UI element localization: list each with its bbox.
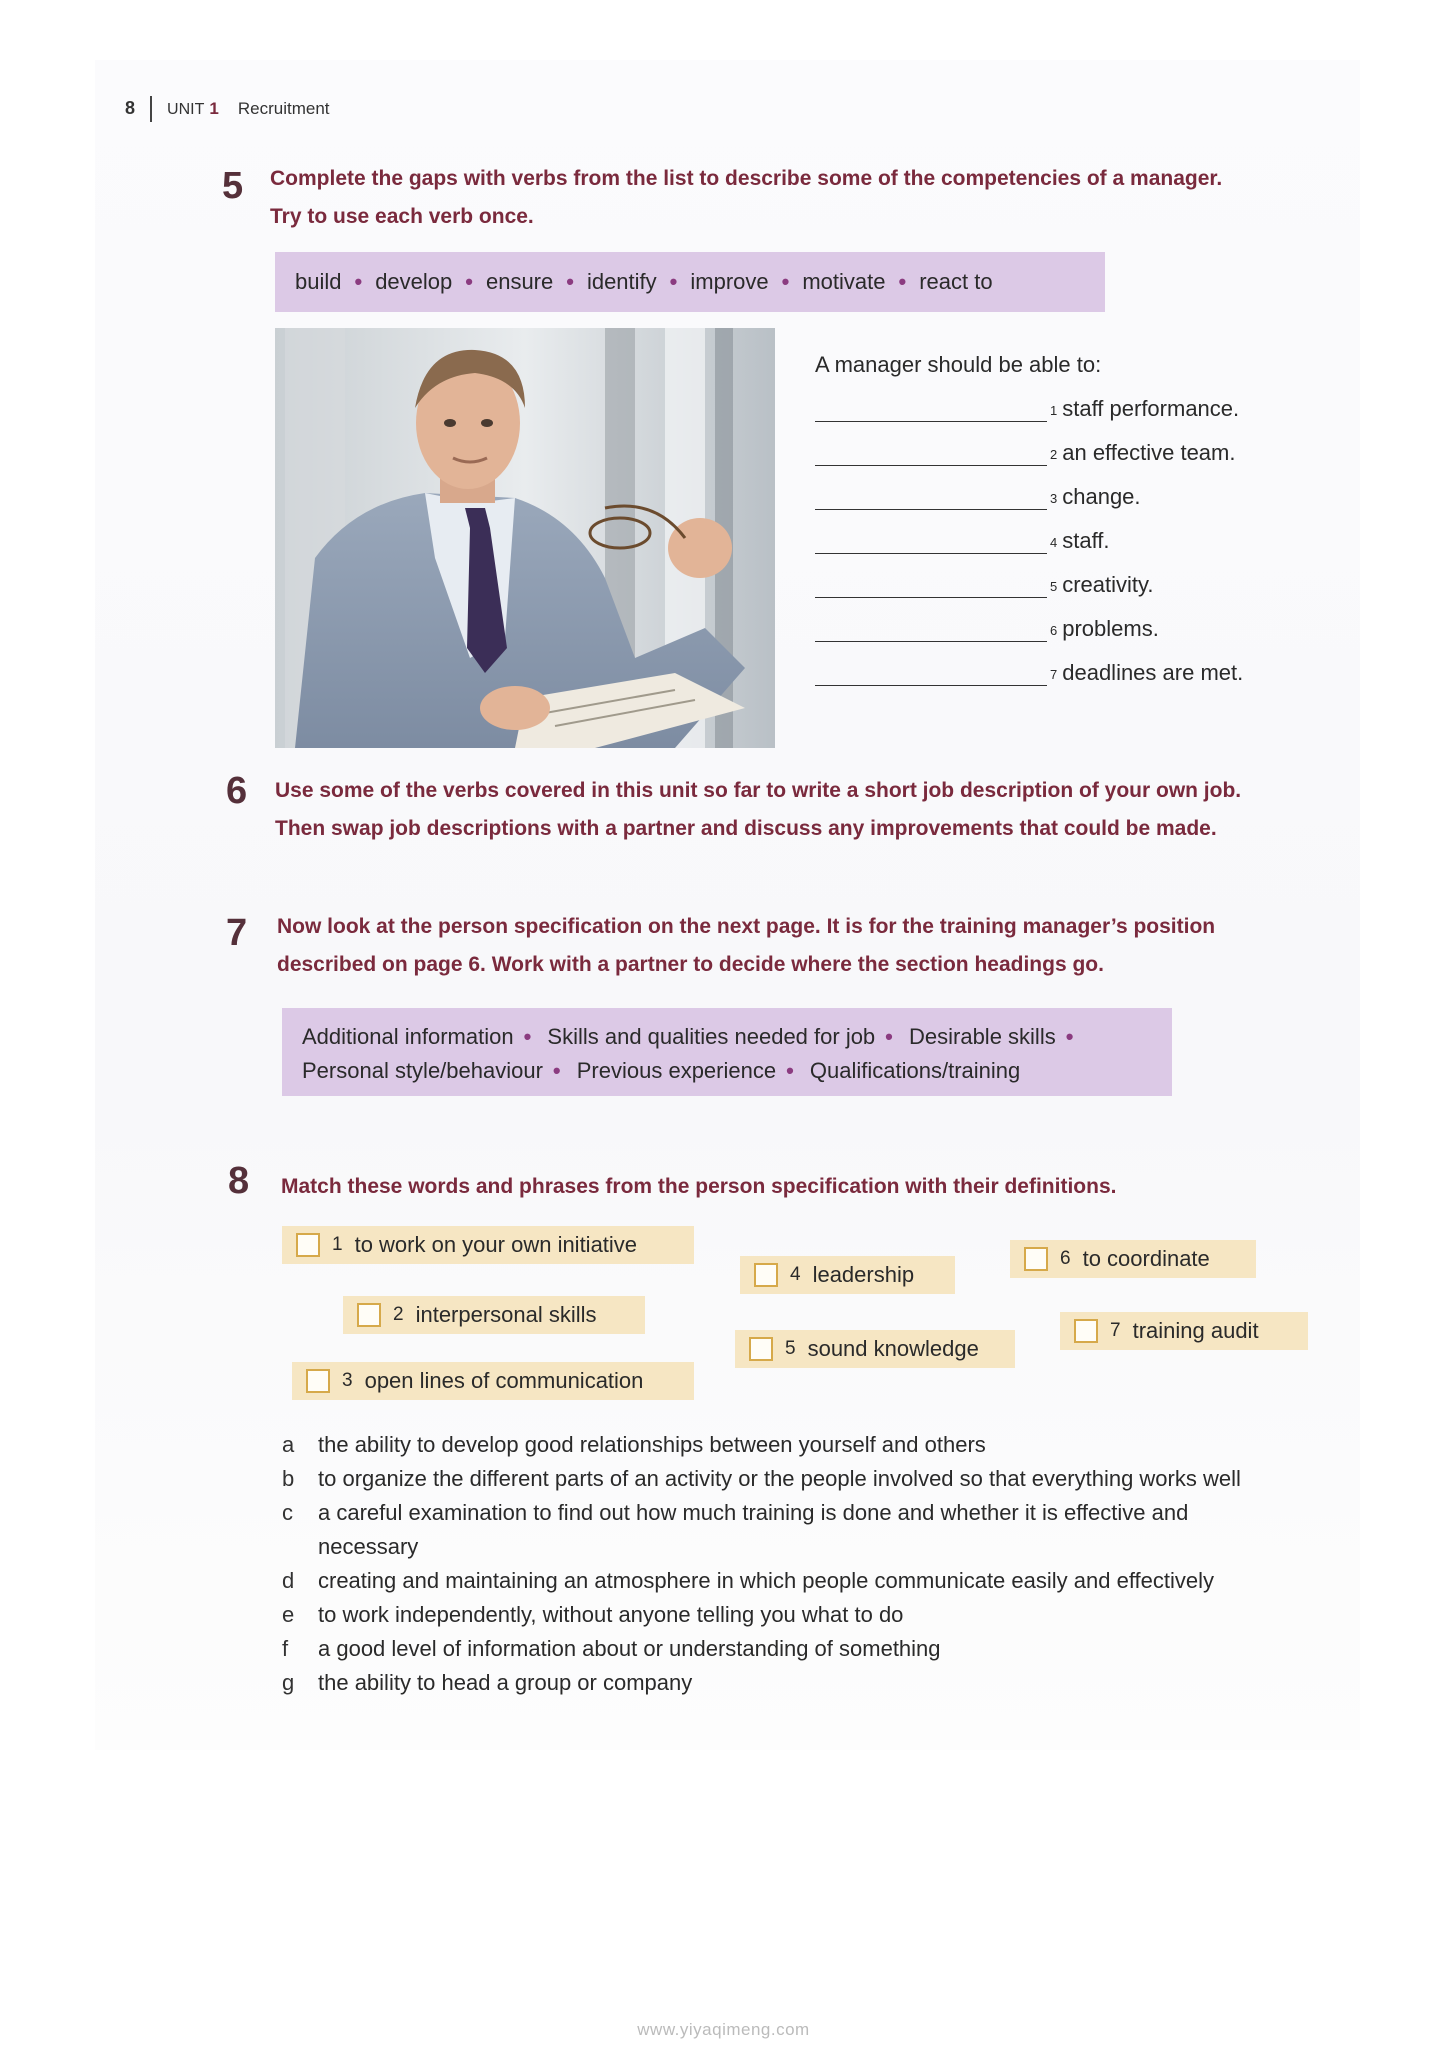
gap-item-6 bbox=[815, 616, 1159, 642]
answer-blank[interactable] bbox=[815, 661, 1047, 686]
term-number: 4 bbox=[790, 1264, 801, 1285]
exercise-6-instruction bbox=[275, 772, 1375, 848]
definition-letter: d bbox=[282, 1568, 295, 1593]
heading-item: Previous experience bbox=[576, 1058, 777, 1083]
definition-item bbox=[282, 1632, 1342, 1666]
answer-checkbox[interactable] bbox=[357, 1303, 381, 1327]
section-headings-box bbox=[282, 1008, 1172, 1096]
answer-blank[interactable] bbox=[815, 485, 1047, 510]
term-number: 1 bbox=[332, 1234, 343, 1255]
definitions-list bbox=[282, 1428, 1342, 1700]
exercise-6-line-2: Then swap job descriptions with a partner and discuss any improvements that could be made. bbox=[275, 817, 1217, 840]
exercise-5-instruction bbox=[270, 160, 1370, 236]
gap-item-1 bbox=[815, 396, 1239, 422]
term-1 bbox=[282, 1226, 694, 1264]
verb-item: ensure bbox=[485, 269, 554, 294]
definition-text: to organize the different parts of an activity or the people involved so that everything works well bbox=[318, 1466, 1241, 1491]
headings-row-1 bbox=[302, 1020, 1172, 1054]
gap-text: deadlines are met. bbox=[1062, 660, 1244, 685]
answer-checkbox[interactable] bbox=[296, 1233, 320, 1257]
definition-item bbox=[282, 1666, 1342, 1700]
definition-item bbox=[282, 1598, 1342, 1632]
definition-letter: a bbox=[282, 1432, 295, 1457]
page-number: 8 bbox=[125, 97, 136, 118]
gap-item-5 bbox=[815, 572, 1154, 598]
definition-letter: b bbox=[282, 1466, 295, 1491]
gap-item-4 bbox=[815, 528, 1110, 554]
bullet-separator: • bbox=[1065, 1024, 1074, 1049]
unit-label: UNIT bbox=[167, 100, 205, 118]
verb-item: build bbox=[295, 269, 342, 294]
bullet-separator: • bbox=[566, 269, 574, 294]
exercise-7-number: 7 bbox=[226, 912, 248, 954]
exercise-8-number: 8 bbox=[228, 1160, 250, 1202]
definition-item bbox=[282, 1428, 1342, 1462]
bullet-separator: • bbox=[552, 1058, 561, 1083]
definition-text: the ability to develop good relationships between yourself and others bbox=[318, 1432, 986, 1457]
gap-item-7 bbox=[815, 660, 1243, 686]
exercise-5-line-2: Try to use each verb once. bbox=[270, 205, 534, 228]
bullet-separator: • bbox=[781, 269, 790, 294]
running-header bbox=[125, 96, 330, 122]
answer-checkbox[interactable] bbox=[1074, 1319, 1098, 1343]
definition-letter: e bbox=[282, 1602, 295, 1627]
definition-item bbox=[282, 1496, 1342, 1564]
term-text: leadership bbox=[812, 1262, 915, 1287]
verb-item: react to bbox=[919, 269, 993, 294]
heading-item: Skills and qualities needed for job bbox=[547, 1024, 876, 1049]
bullet-separator: • bbox=[354, 269, 363, 294]
exercise-6-number: 6 bbox=[226, 770, 248, 812]
definition-item bbox=[282, 1462, 1342, 1496]
gap-number: 7 bbox=[1050, 667, 1058, 682]
definition-letter: g bbox=[282, 1670, 295, 1695]
answer-checkbox[interactable] bbox=[1024, 1247, 1048, 1271]
definition-text: a careful examination to find out how much training is done and whether it is effective and necessary bbox=[318, 1500, 1189, 1559]
exercise-6-line-1: Use some of the verbs covered in this unit so far to write a short job description of your own job. bbox=[275, 779, 1242, 802]
exercise-5-line-1: Complete the gaps with verbs from the list to describe some of the competencies of a manager. bbox=[270, 167, 1223, 190]
answer-blank[interactable] bbox=[815, 617, 1047, 642]
definition-letter: c bbox=[282, 1500, 293, 1525]
exercise-7-line-1: Now look at the person specification on the next page. It is for the training manager’s position bbox=[277, 915, 1216, 938]
bullet-separator: • bbox=[523, 1024, 532, 1049]
definition-letter: f bbox=[282, 1636, 289, 1661]
term-number: 6 bbox=[1060, 1248, 1071, 1269]
verb-item: develop bbox=[375, 269, 453, 294]
gap-number: 6 bbox=[1050, 623, 1058, 638]
gap-number: 5 bbox=[1050, 579, 1058, 594]
verb-item: identify bbox=[586, 269, 657, 294]
term-number: 7 bbox=[1110, 1320, 1121, 1341]
answer-blank[interactable] bbox=[815, 529, 1047, 554]
answer-checkbox[interactable] bbox=[754, 1263, 778, 1287]
unit-number: 1 bbox=[209, 98, 219, 118]
term-6 bbox=[1010, 1240, 1256, 1278]
term-7 bbox=[1060, 1312, 1308, 1350]
gap-number: 4 bbox=[1050, 535, 1058, 550]
answer-checkbox[interactable] bbox=[306, 1369, 330, 1393]
term-5 bbox=[735, 1330, 1015, 1368]
verb-item: motivate bbox=[802, 269, 886, 294]
gap-item-2 bbox=[815, 440, 1235, 466]
term-3 bbox=[292, 1362, 694, 1400]
gap-number: 2 bbox=[1050, 447, 1058, 462]
manager-photo bbox=[275, 328, 775, 748]
heading-item: Qualifications/training bbox=[809, 1058, 1021, 1083]
exercise-7-line-2: described on page 6. Work with a partner to decide where the section headings go. bbox=[277, 953, 1104, 976]
watermark-url: www.yiyaqimeng.com bbox=[637, 2020, 810, 2039]
exercise-5-number: 5 bbox=[222, 165, 244, 207]
term-number: 5 bbox=[785, 1338, 796, 1359]
gap-fill-intro: A manager should be able to: bbox=[815, 352, 1102, 377]
term-text: open lines of communication bbox=[364, 1368, 644, 1393]
header-divider bbox=[150, 96, 152, 122]
definition-text: creating and maintaining an atmosphere in which people communicate easily and effectively bbox=[318, 1568, 1215, 1593]
gap-number: 3 bbox=[1050, 491, 1058, 506]
bullet-separator: • bbox=[669, 269, 678, 294]
gap-text: creativity. bbox=[1062, 572, 1154, 597]
answer-blank[interactable] bbox=[815, 441, 1047, 466]
term-text: interpersonal skills bbox=[415, 1302, 597, 1327]
term-text: sound knowledge bbox=[807, 1336, 979, 1361]
bullet-separator: • bbox=[465, 269, 473, 294]
heading-item: Additional information bbox=[302, 1024, 514, 1049]
term-number: 3 bbox=[342, 1370, 353, 1391]
exercise-8-instruction: Match these words and phrases from the person specification with their definitions. bbox=[281, 1175, 1117, 1198]
bullet-separator: • bbox=[885, 1024, 893, 1049]
gap-text: problems. bbox=[1062, 616, 1159, 641]
gap-text: staff performance. bbox=[1062, 396, 1240, 421]
unit-title: Recruitment bbox=[237, 98, 330, 118]
bullet-separator: • bbox=[786, 1058, 794, 1083]
definition-text: to work independently, without anyone telling you what to do bbox=[318, 1602, 904, 1627]
gap-text: change. bbox=[1062, 484, 1141, 509]
verb-list-box bbox=[275, 252, 1105, 312]
definition-text: the ability to head a group or company bbox=[318, 1670, 693, 1695]
answer-blank[interactable] bbox=[815, 397, 1047, 422]
gap-text: staff. bbox=[1062, 528, 1110, 553]
answer-blank[interactable] bbox=[815, 573, 1047, 598]
heading-item: Personal style/behaviour bbox=[302, 1058, 543, 1083]
term-text: to work on your own initiative bbox=[354, 1232, 638, 1257]
heading-item: Desirable skills bbox=[909, 1024, 1056, 1049]
exercise-7-instruction bbox=[277, 908, 1377, 984]
gap-item-3 bbox=[815, 484, 1141, 510]
term-number: 2 bbox=[393, 1304, 404, 1325]
term-text: training audit bbox=[1132, 1318, 1259, 1343]
gap-number: 1 bbox=[1050, 403, 1058, 418]
term-4 bbox=[740, 1256, 955, 1294]
term-2 bbox=[343, 1296, 645, 1334]
answer-checkbox[interactable] bbox=[749, 1337, 773, 1361]
definition-item bbox=[282, 1564, 1342, 1598]
bullet-separator: • bbox=[898, 269, 907, 294]
definition-text: a good level of information about or understanding of something bbox=[318, 1636, 941, 1661]
verb-item: improve bbox=[690, 269, 769, 294]
term-text: to coordinate bbox=[1082, 1246, 1210, 1271]
headings-row-2 bbox=[302, 1054, 1172, 1088]
gap-text: an effective team. bbox=[1062, 440, 1236, 465]
